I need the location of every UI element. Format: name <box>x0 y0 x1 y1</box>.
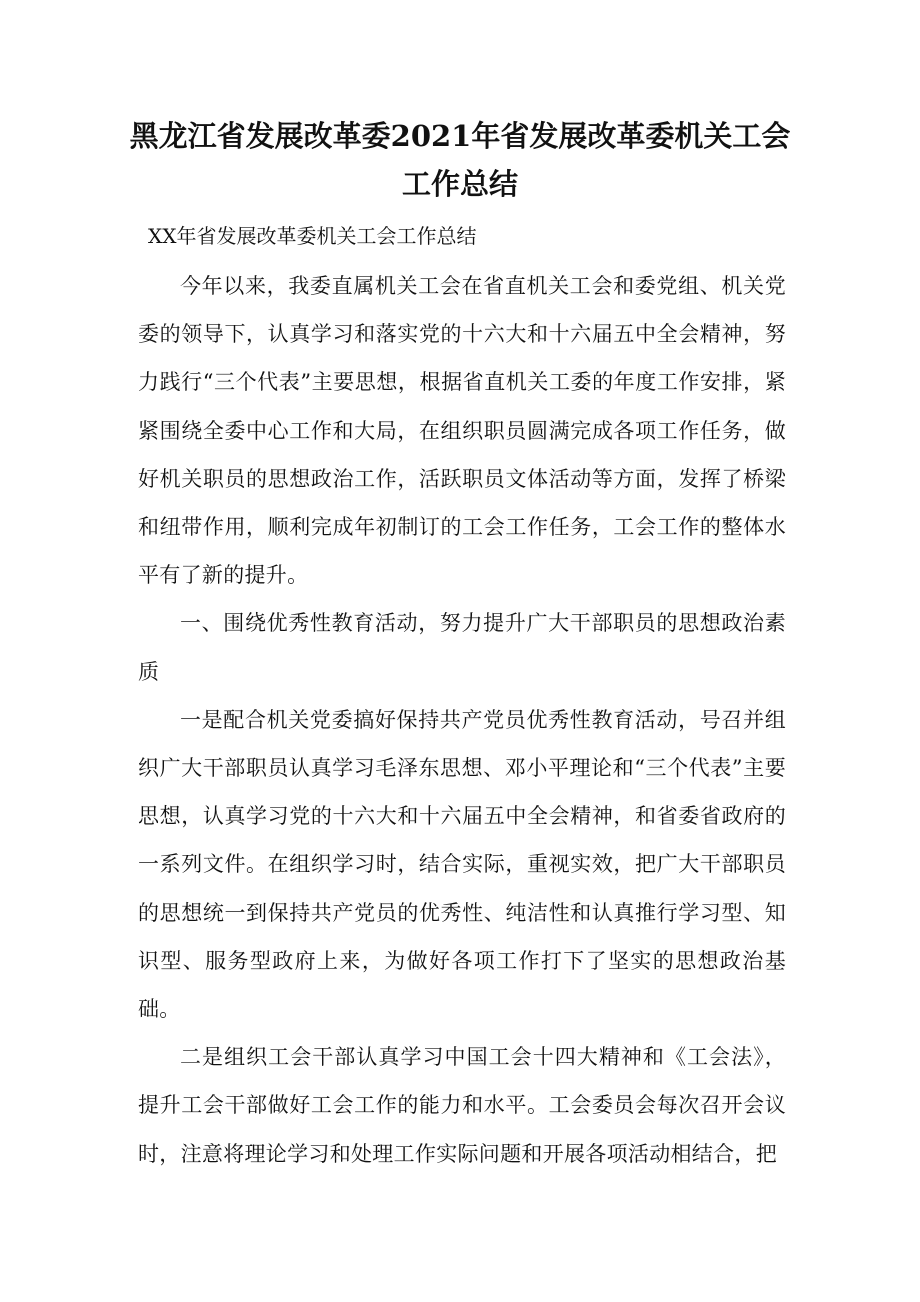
paragraph-item-2: 二是组织工会干部认真学习中国工会十四大精神和《工会法》，提升工会干部做好工会工作的能力和水平。工会委员会每次召开会议时，注意将理论学习和处理工作实际问题和开展各项活动相结合，把 <box>138 1045 786 1166</box>
document-body <box>138 262 786 1178</box>
document-subtitle: XX年省发展改革委机关工会工作总结 <box>148 224 477 248</box>
paragraph-item-1: 一是配合机关党委搞好保持共产党员优秀性教育活动，号召并组织广大干部职员认真学习毛泽东思想、邓小平理论和“三个代表”主要思想，认真学习党的十六大和十六届五中全会精神，和省委省政府的一系列文件。在组织学习时，结合实际，重视实效，把广大干部职员的思想统一到保持共产党员的优秀性、纯洁性和认真推行学习型、知识型、服务型政府上来，为做好各项工作打下了坚实的思想政治基础。 <box>138 707 786 1022</box>
document-title: 黑龙江省发展改革委2021年省发展改革委机关工会工作总结 <box>129 119 791 201</box>
section-heading-1: 一、围绕优秀性教育活动，努力提升广大干部职员的思想政治素质 <box>138 611 786 684</box>
paragraph-intro: 今年以来，我委直属机关工会在省直机关工会和委党组、机关党委的领导下，认真学习和落实党的十六大和十六届五中全会精神，努力践行“三个代表”主要思想，根据省直机关工委的年度工作安排，紧紧围绕全委中心工作和大局，在组织职员圆满完成各项工作任务，做好机关职员的思想政治工作，活跃职员文体活动等方面，发挥了桥梁和纽带作用，顺利完成年初制订的工会工作任务，工会工作的整体水平有了新的提升。 <box>138 274 786 588</box>
